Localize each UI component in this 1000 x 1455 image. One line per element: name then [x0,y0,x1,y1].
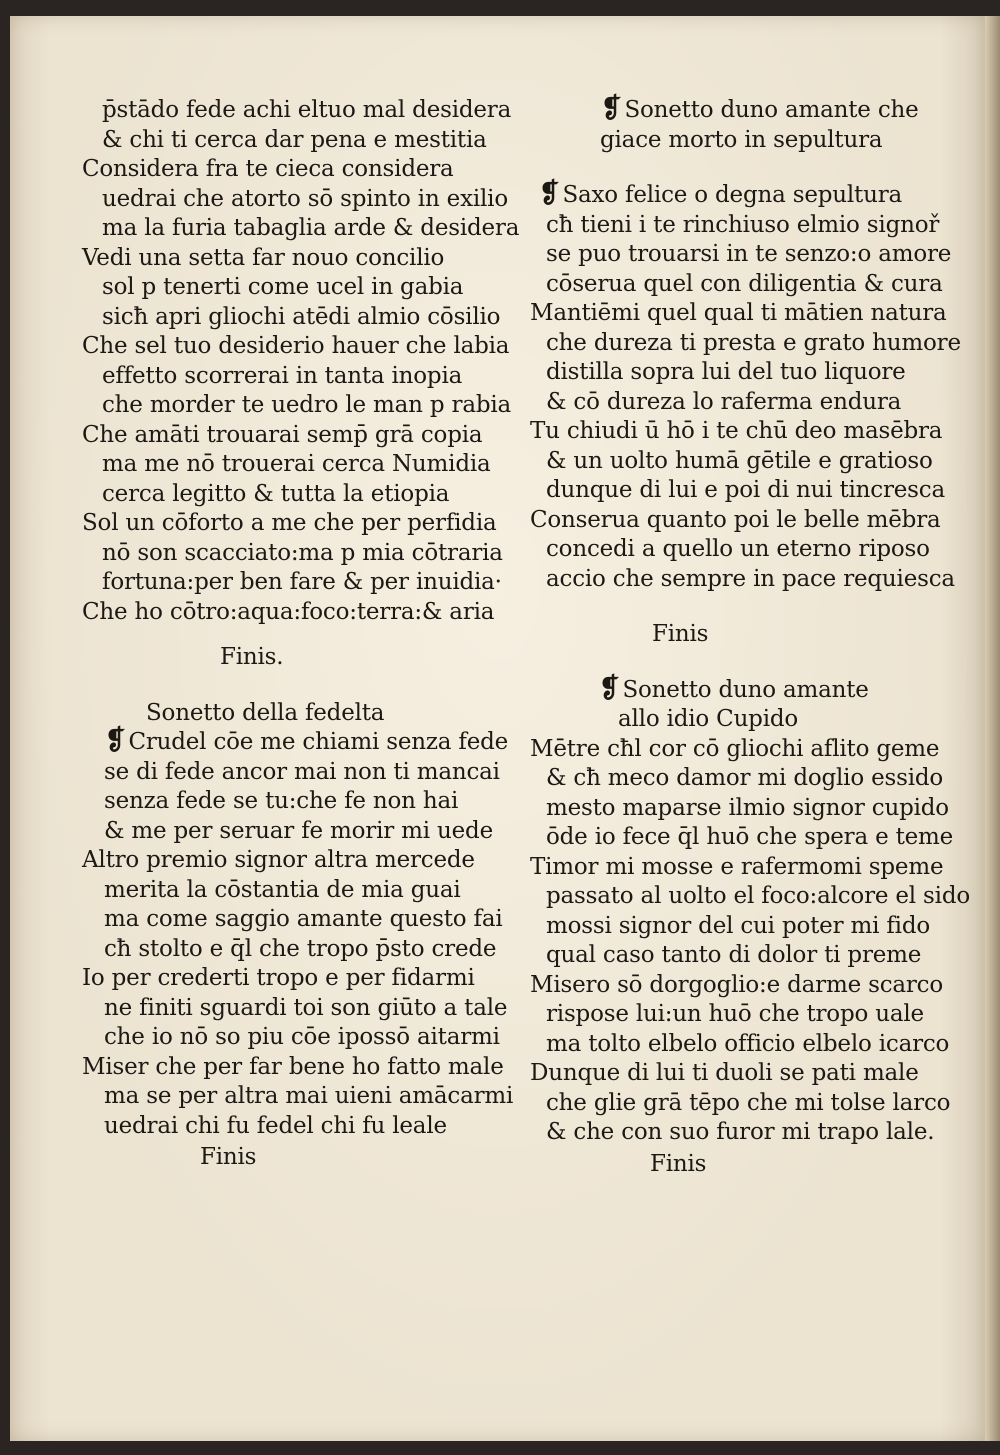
finis-label: Finis. [220,644,284,670]
verse-line [82,846,527,876]
verse-line [530,240,970,270]
verse-text: uedrai chi fu fedel chi fu leale [104,1112,447,1139]
next-page-edge [985,16,1000,1441]
verse-line [530,417,970,447]
verse-text: nō son scacciato:ma p mia cōtraria [102,539,503,566]
verse-text: allo idio Cupido [618,706,799,732]
verse-line [530,565,970,595]
verse-line [530,794,970,824]
verse-text: accio che sempre in pace requiesca [546,565,955,592]
verse-line [530,388,970,418]
verse-line [530,882,970,912]
verse-text: ma me nō trouerai cerca Numidia [102,451,491,477]
verse-text: Altro premio signor altra mercede [82,847,475,873]
verse-line [82,96,527,126]
sonnet-title: Sonetto della fedelta [146,699,385,726]
verse-line [82,787,527,817]
verse-line [82,876,527,906]
verse-line [82,185,527,215]
verse-text: cħ tieni i te rinchiuso elmio signoř [546,211,940,238]
verse-text: che glie grā tēpo che mi tolse larco [546,1089,951,1116]
verse-text: Tu chiudi ū hō i te chū deo masēbra [530,418,943,444]
verse-line [82,539,527,569]
verse-text: distilla sopra lui del tuo liquore [546,359,906,385]
verse-line [530,1000,970,1030]
verse-text: & che con suo furor mi trapo lale. [546,1119,935,1145]
verse-text: Mētre cħl cor cō gliochi aflito geme [530,735,940,762]
verse-line [530,971,970,1001]
verse-text: fortuna:per ben fare & per inuidia· [102,569,502,595]
verse-text: dunque di lui e poi di nui tincresca [546,477,945,503]
verse-text: Misero sō dorgoglio:e darme scarco [530,971,944,998]
verse-text: Io per crederti tropo e per fidarmi [82,965,475,991]
verse-line [530,705,970,735]
verse-text: Che amāti trouarai semp̄ grā copia [82,421,483,448]
verse-text: Che sel tuo desiderio hauer che labia [82,333,510,359]
verse-line [82,273,527,303]
verse-line [530,178,970,211]
verse-text: sicħ apri gliochi atēdi almio cōsilio [102,303,501,330]
verse-line [82,1023,527,1053]
verse-text: Crudel cōe me chiami senza fede [128,729,509,755]
verse-text: Vedi una setta far nouo concilio [82,244,445,271]
verse-text: ne finiti sguardi toi son giūto a tale [104,994,508,1021]
verse-line [530,1089,970,1119]
verse-text: ma come saggio amante questo fai [104,906,503,932]
verse-text: Considera fra te cieca considera [82,156,454,182]
pilcrow-icon: ❡ [105,725,126,756]
verse-line [82,480,527,510]
verse-line [82,1082,527,1112]
verse-line [530,853,970,883]
finis-label: Finis [652,621,709,647]
verse-line [530,1118,970,1148]
verse-line [530,270,970,300]
verse-text: rispose lui:un huō che tropo uale [546,1001,924,1027]
verse-line [530,299,970,329]
verse-line [82,214,527,244]
verse-text: che dureza ti presta e grato humore [546,329,961,356]
verse-text: Saxo felice o degna sepultura [562,182,902,208]
verse-line [82,1053,527,1083]
verse-text: Conserua quanto poi le belle mēbra [530,506,941,533]
verse-line [82,332,527,362]
verse-line [530,823,970,853]
verse-line [82,725,527,758]
verse-text: giace morto in sepultura [600,126,883,153]
verse-text: che morder te uedro le man p rabia [102,392,512,418]
verse-text: & chi ti cerca dar pena e mestitia [102,126,487,153]
verse-line [530,506,970,536]
verse-text: & cō dureza lo raferma endura [546,388,902,415]
verse-line [530,941,970,971]
verse-line [530,1030,970,1060]
verse-text: & un uolto humā gētile e gratioso [546,447,933,474]
verse-text: ma se per altra mai uieni amācarmi [104,1083,514,1109]
verse-line [530,476,970,506]
verse-text: Sonetto duno amante [622,676,869,703]
verse-line [530,447,970,477]
verse-line [82,994,527,1024]
verse-line [530,126,970,156]
verse-line [530,211,970,241]
verse-line [82,244,527,274]
verse-text: sol p tenerti come ucel in gabia [102,274,464,300]
verse-text: & cħ meco damor mi doglio essido [546,765,944,791]
pilcrow-icon: ❡ [601,93,622,124]
verse-line [82,303,527,333]
verse-line [530,535,970,565]
verse-text: mossi signor del cui poter mi fido [546,912,930,939]
verse-line [530,764,970,794]
verse-line [82,758,527,788]
verse-line [82,155,527,185]
sonnet-sepultura [530,178,970,594]
verse-line [82,1112,527,1142]
verse-line [82,817,527,847]
pilcrow-icon: ❡ [599,672,620,704]
verse-text: Timor mi mosse e rafermomi speme [530,853,944,880]
verse-text: se puo trouarsi in te senzo:o amore [546,241,952,267]
verse-line [82,568,527,598]
sonnet-fedelta [82,725,527,1141]
verse-text: Sonetto duno amante che [624,97,919,123]
sonnet-heading [530,672,970,735]
verse-line [82,935,527,965]
verse-text: ma la furia tabaglia arde & desidera [102,215,520,241]
verse-text: uedrai che atorto sō spinto in exilio [102,185,508,212]
verse-text: p̄stādo fede achi eltuo mal desidera [102,97,512,123]
verse-text: concedi a quello un eterno riposo [546,536,930,562]
verse-text: effetto scorrerai in tanta inopia [102,362,463,389]
verse-line [82,362,527,392]
verse-line [530,672,970,706]
verse-line [530,358,970,388]
verse-line [82,391,527,421]
verse-text: passato al uolto el foco:alcore el sido [546,883,970,909]
verse-text: ma tolto elbelo officio elbelo icarco [546,1030,950,1057]
verse-text: cōserua quel con diligentia & cura [546,270,943,297]
verse-text: Sol un cōforto a me che per perfidia [82,510,497,536]
verse-text: cħ stolto e q̄l che tropo p̄sto crede [104,935,497,962]
verse-line [530,912,970,942]
left-column [82,96,527,1173]
verse-line [82,126,527,156]
verse-text: Dunque di lui ti duoli se pati male [530,1060,919,1086]
verse-text: Che ho cōtro:aqua:foco:terra:& aria [82,598,495,625]
finis-label: Finis [200,1144,257,1170]
verse-text: che io nō so piu cōe ipossō aitarmi [104,1024,500,1050]
poem-terza-rima [82,96,527,627]
verse-text: & me per seruar fe morir mi uede [104,817,493,844]
verse-line [82,421,527,451]
verse-line [82,450,527,480]
verse-line [530,735,970,765]
finis-label: Finis [650,1150,707,1177]
verse-text: mesto maparse ilmio signor cupido [546,794,949,821]
right-column [530,93,970,1179]
verse-text: ōde io fece q̄l huō che spera e teme [546,824,954,850]
pilcrow-icon: ❡ [539,178,560,209]
verse-line [82,509,527,539]
verse-line [530,93,970,126]
verse-text: qual caso tanto di dolor ti preme [546,942,922,968]
verse-text: Mantiēmi quel qual ti mātien natura [530,300,947,326]
verse-line [82,598,527,628]
verse-text: cerca legitto & tutta la etiopia [102,480,450,507]
verse-line [82,905,527,935]
verse-line [530,329,970,359]
verse-text: se di fede ancor mai non ti mancai [104,758,500,785]
sonnet-cupido [530,735,970,1148]
verse-line [530,1059,970,1089]
verse-text: merita la cōstantia de mia guai [104,876,461,903]
sonnet-heading [530,93,970,155]
verse-text: Miser che per far bene ho fatto male [82,1053,504,1080]
verse-line [82,964,527,994]
verse-text: senza fede se tu:che fe non hai [104,788,459,814]
